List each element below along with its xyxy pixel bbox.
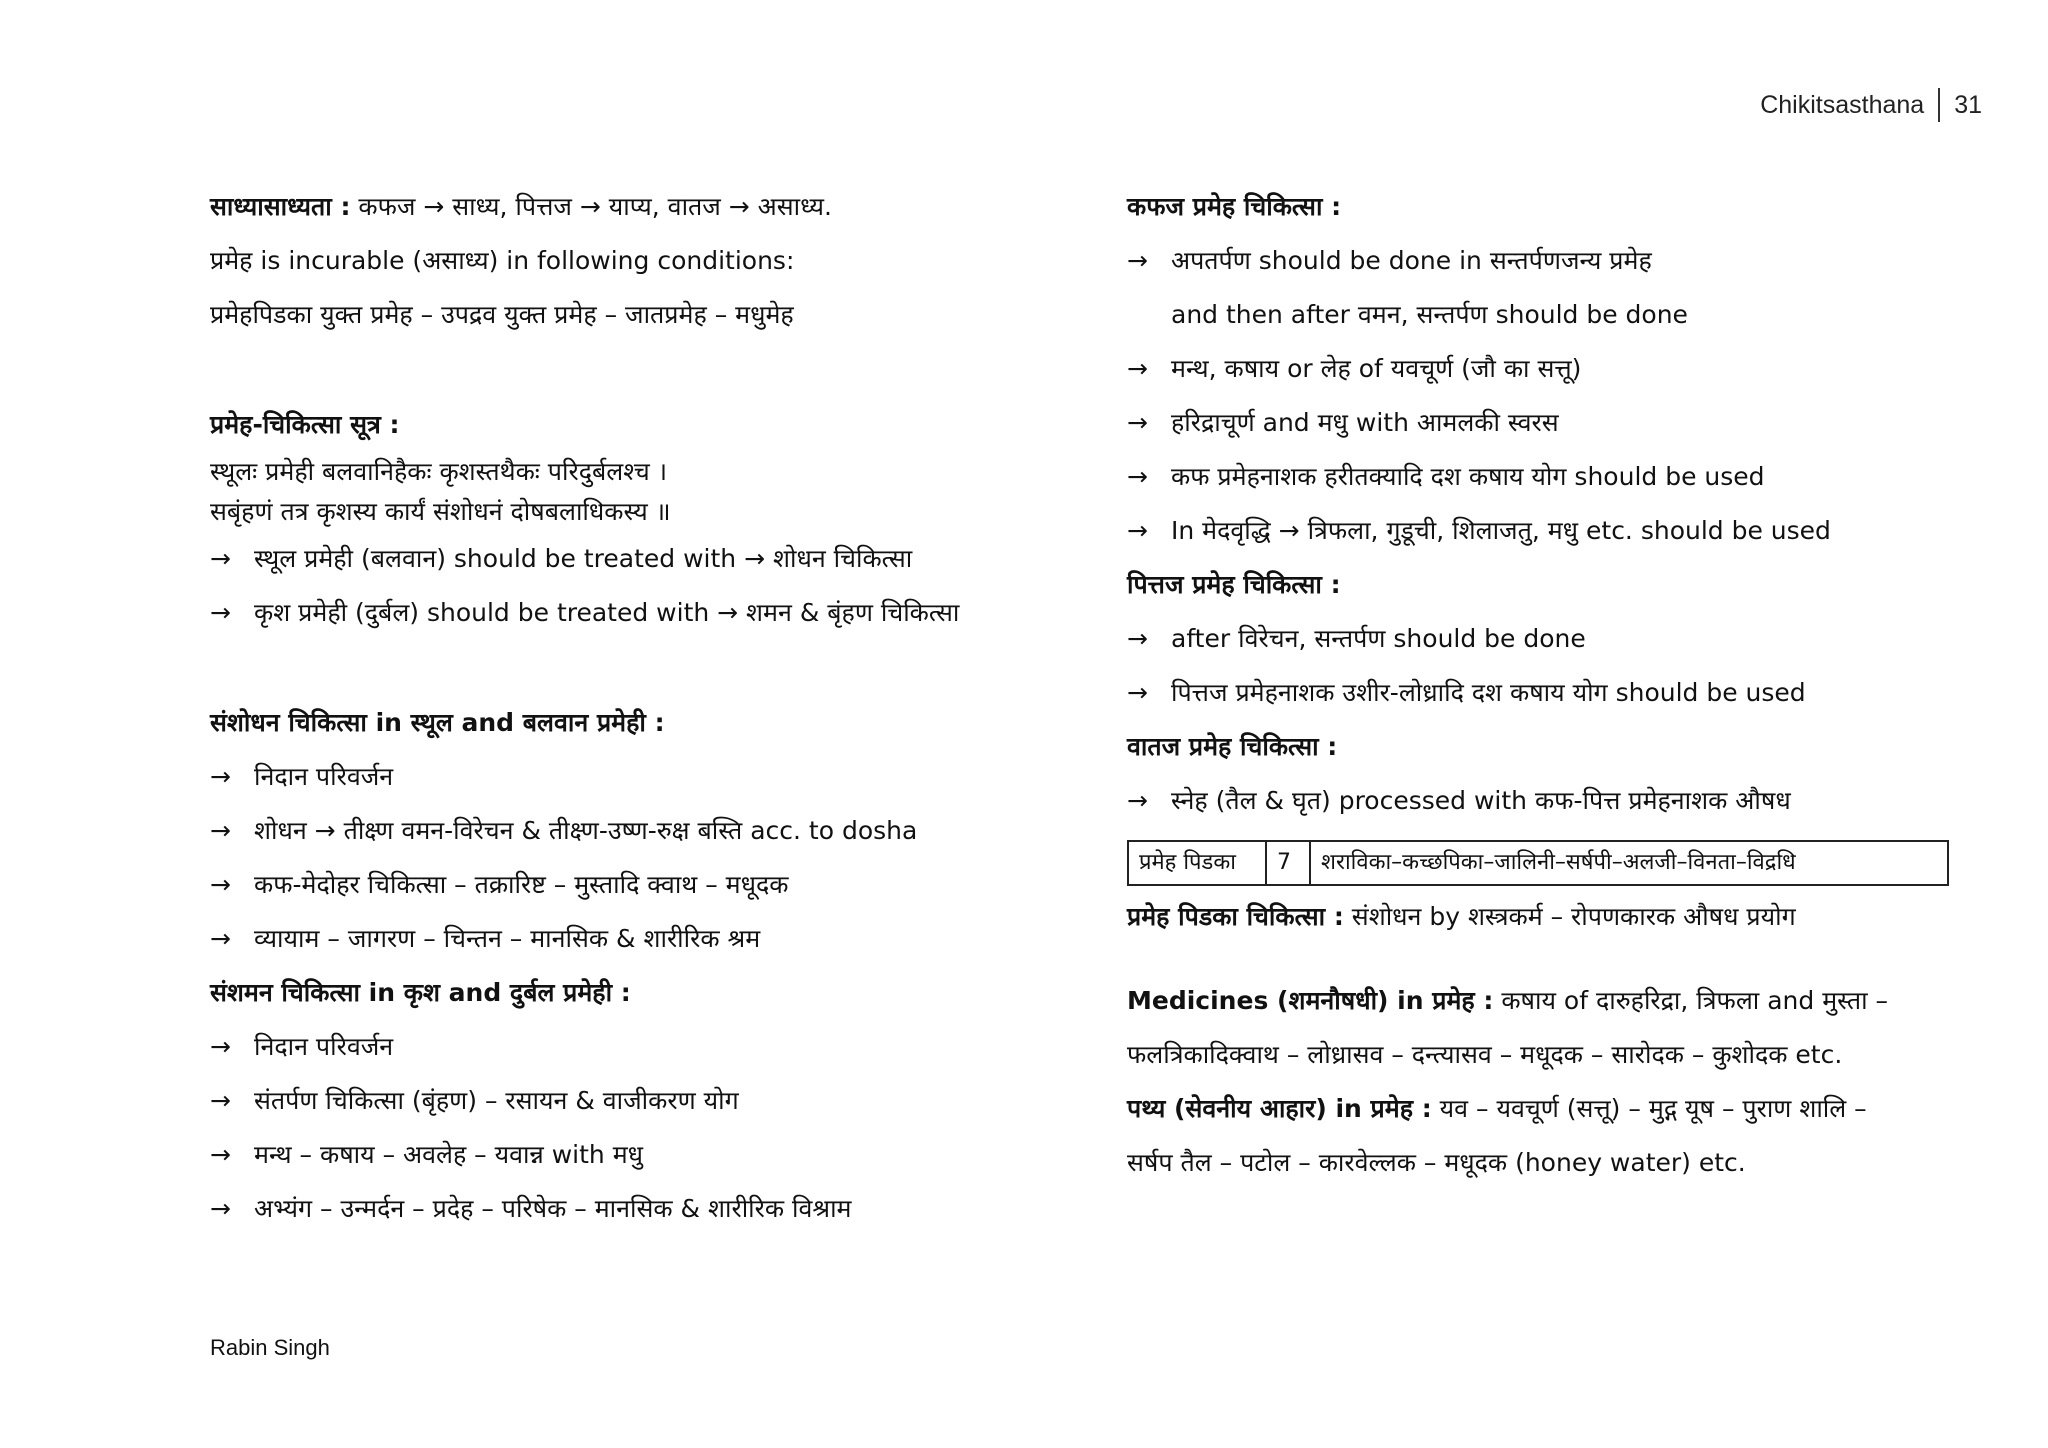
arrow-icon: →	[1127, 678, 1148, 707]
pidika-treatment-line	[1127, 890, 1947, 944]
medicines-line-2: फलत्रिकादिक्वाथ – लोध्रासव – दन्त्यासव – मधूदक – सारोदक – कुशोदक etc.	[1127, 1040, 1843, 1069]
pidika-count-cell: 7	[1267, 842, 1311, 884]
pathya-line-2: सर्षप तैल – पटोल – कारवेल्लक – मधूदक (honey water) etc.	[1127, 1148, 1746, 1177]
arrow-icon: →	[1127, 516, 1148, 545]
list-item: → अपतर्पण should be done in सन्तर्पणजन्य प्रमेह	[1127, 234, 1947, 288]
list-item: → कफ प्रमेहनाशक हरीतक्यादि दश कषाय योग should be used	[1127, 450, 1947, 504]
shodhan-heading: संशोधन चिकित्सा in स्थूल and बलवान प्रमेही :	[210, 708, 665, 737]
author-footer: Rabin Singh	[210, 1335, 330, 1360]
shloka-line-2: सबृंहणं तत्र कृशस्य कार्यं संशोधनं दोषबलाधिकस्य ॥	[210, 497, 671, 526]
pidika-name-cell: प्रमेह पिडका	[1129, 842, 1267, 884]
pidika-table	[1127, 840, 1949, 886]
arrow-icon: →	[210, 1086, 231, 1115]
pidika-treatment-label: प्रमेह पिडका चिकित्सा :	[1127, 902, 1344, 931]
vata-heading: वातज प्रमेह चिकित्सा :	[1127, 732, 1338, 761]
medicines-text: कषाय of दारुहरिद्रा, त्रिफला and मुस्ता –	[1493, 986, 1889, 1015]
list-item: → निदान परिवर्जन	[210, 750, 1050, 804]
arrow-icon: →	[1127, 624, 1148, 653]
list-item: → मन्थ – कषाय – अवलेह – यवान्न with मधु	[210, 1128, 1050, 1182]
list-item: → स्नेह (तैल & घृत) processed with कफ-पित्त प्रमेहनाशक औषध	[1127, 774, 1947, 828]
arrow-icon: →	[1127, 408, 1148, 437]
arrow-icon: →	[210, 924, 231, 953]
arrow-icon: →	[210, 544, 231, 573]
arrow-icon: →	[210, 816, 231, 845]
list-item: → अभ्यंग – उन्मर्दन – प्रदेह – परिषेक – मानसिक & शारीरिक विश्राम	[210, 1182, 1050, 1236]
pathya-label: पथ्य (सेवनीय आहार) in प्रमेह :	[1127, 1094, 1432, 1123]
kapha-heading: कफज प्रमेह चिकित्सा :	[1127, 192, 1342, 221]
pathya-line	[1127, 1082, 1947, 1136]
page-header	[1760, 88, 1982, 122]
list-item: → In मेदवृद्धि → त्रिफला, गुडूची, शिलाजतु, मधु etc. should be used	[1127, 504, 1947, 558]
right-column	[1127, 180, 1947, 1190]
arrow-icon: →	[210, 598, 231, 627]
chapter-title: Chikitsasthana	[1760, 90, 1925, 119]
list-item: → कृश प्रमेही (दुर्बल) should be treated with → शमन & बृंहण चिकित्सा	[210, 586, 1050, 640]
medicines-label: Medicines (शमनौषधी) in प्रमेह :	[1127, 986, 1494, 1015]
arrow-icon: →	[210, 1032, 231, 1061]
sadhyata-text: कफज → साध्य, पित्तज → याप्य, वातज → असाध्य.	[350, 192, 833, 221]
arrow-icon: →	[1127, 786, 1148, 815]
shloka-line-1: स्थूलः प्रमेही बलवानिहैकः कृशस्तथैकः परिदुर्बलश्च ।	[210, 457, 668, 486]
list-item: → निदान परिवर्जन	[210, 1020, 1050, 1074]
list-item: → after विरेचन, सन्तर्पण should be done	[1127, 612, 1947, 666]
list-item-continuation: and then after वमन, सन्तर्पण should be done	[1171, 300, 1688, 329]
sadhyata-label: साध्यासाध्यता :	[210, 192, 351, 221]
sutra-heading: प्रमेह-चिकित्सा सूत्र :	[210, 410, 400, 439]
list-item: → स्थूल प्रमेही (बलवान) should be treated with → शोधन चिकित्सा	[210, 532, 1050, 586]
list-item: → संतर्पण चिकित्सा (बृंहण) – रसायन & वाजीकरण योग	[210, 1074, 1050, 1128]
header-divider	[1938, 88, 1940, 122]
arrow-icon: →	[210, 870, 231, 899]
pidika-list-cell: शराविका–कच्छपिका–जालिनी–सर्षपी–अलजी–विनता–विद्रधि	[1321, 850, 1796, 875]
page-number: 31	[1954, 90, 1982, 119]
incurable-line: प्रमेह is incurable (असाध्य) in following conditions:	[210, 246, 795, 275]
left-column	[210, 180, 1050, 1236]
conditions-line: प्रमेहपिडका युक्त प्रमेह – उपद्रव युक्त प्रमेह – जातप्रमेह – मधुमेह	[210, 300, 794, 329]
list-item: → हरिद्राचूर्ण and मधु with आमलकी स्वरस	[1127, 396, 1947, 450]
pitta-heading: पित्तज प्रमेह चिकित्सा :	[1127, 570, 1341, 599]
medicines-line	[1127, 974, 1947, 1028]
arrow-icon: →	[1127, 354, 1148, 383]
list-item: → शोधन → तीक्ष्ण वमन-विरेचन & तीक्ष्ण-उष्ण-रुक्ष बस्ति acc. to dosha	[210, 804, 1050, 858]
sadhyata-line	[210, 180, 1050, 234]
list-item: → मन्थ, कषाय or लेह of यवचूर्ण (जौ का सत्तू)	[1127, 342, 1947, 396]
list-item: → पित्तज प्रमेहनाशक उशीर-लोध्रादि दश कषाय योग should be used	[1127, 666, 1947, 720]
arrow-icon: →	[210, 762, 231, 791]
list-item: → व्यायाम – जागरण – चिन्तन – मानसिक & शारीरिक श्रम	[210, 912, 1050, 966]
arrow-icon: →	[210, 1140, 231, 1169]
pathya-text: यव – यवचूर्ण (सत्तू) – मुद्ग यूष – पुराण शालि –	[1431, 1094, 1867, 1123]
arrow-icon: →	[1127, 462, 1148, 491]
pidika-treatment-text: संशोधन by शस्त्रकर्म – रोपणकारक औषध प्रयोग	[1343, 902, 1796, 931]
arrow-icon: →	[1127, 246, 1148, 275]
shaman-heading: संशमन चिकित्सा in कृश and दुर्बल प्रमेही :	[210, 978, 631, 1007]
arrow-icon: →	[210, 1194, 231, 1223]
list-item: → कफ-मेदोहर चिकित्सा – तक्रारिष्ट – मुस्तादि क्वाथ – मधूदक	[210, 858, 1050, 912]
